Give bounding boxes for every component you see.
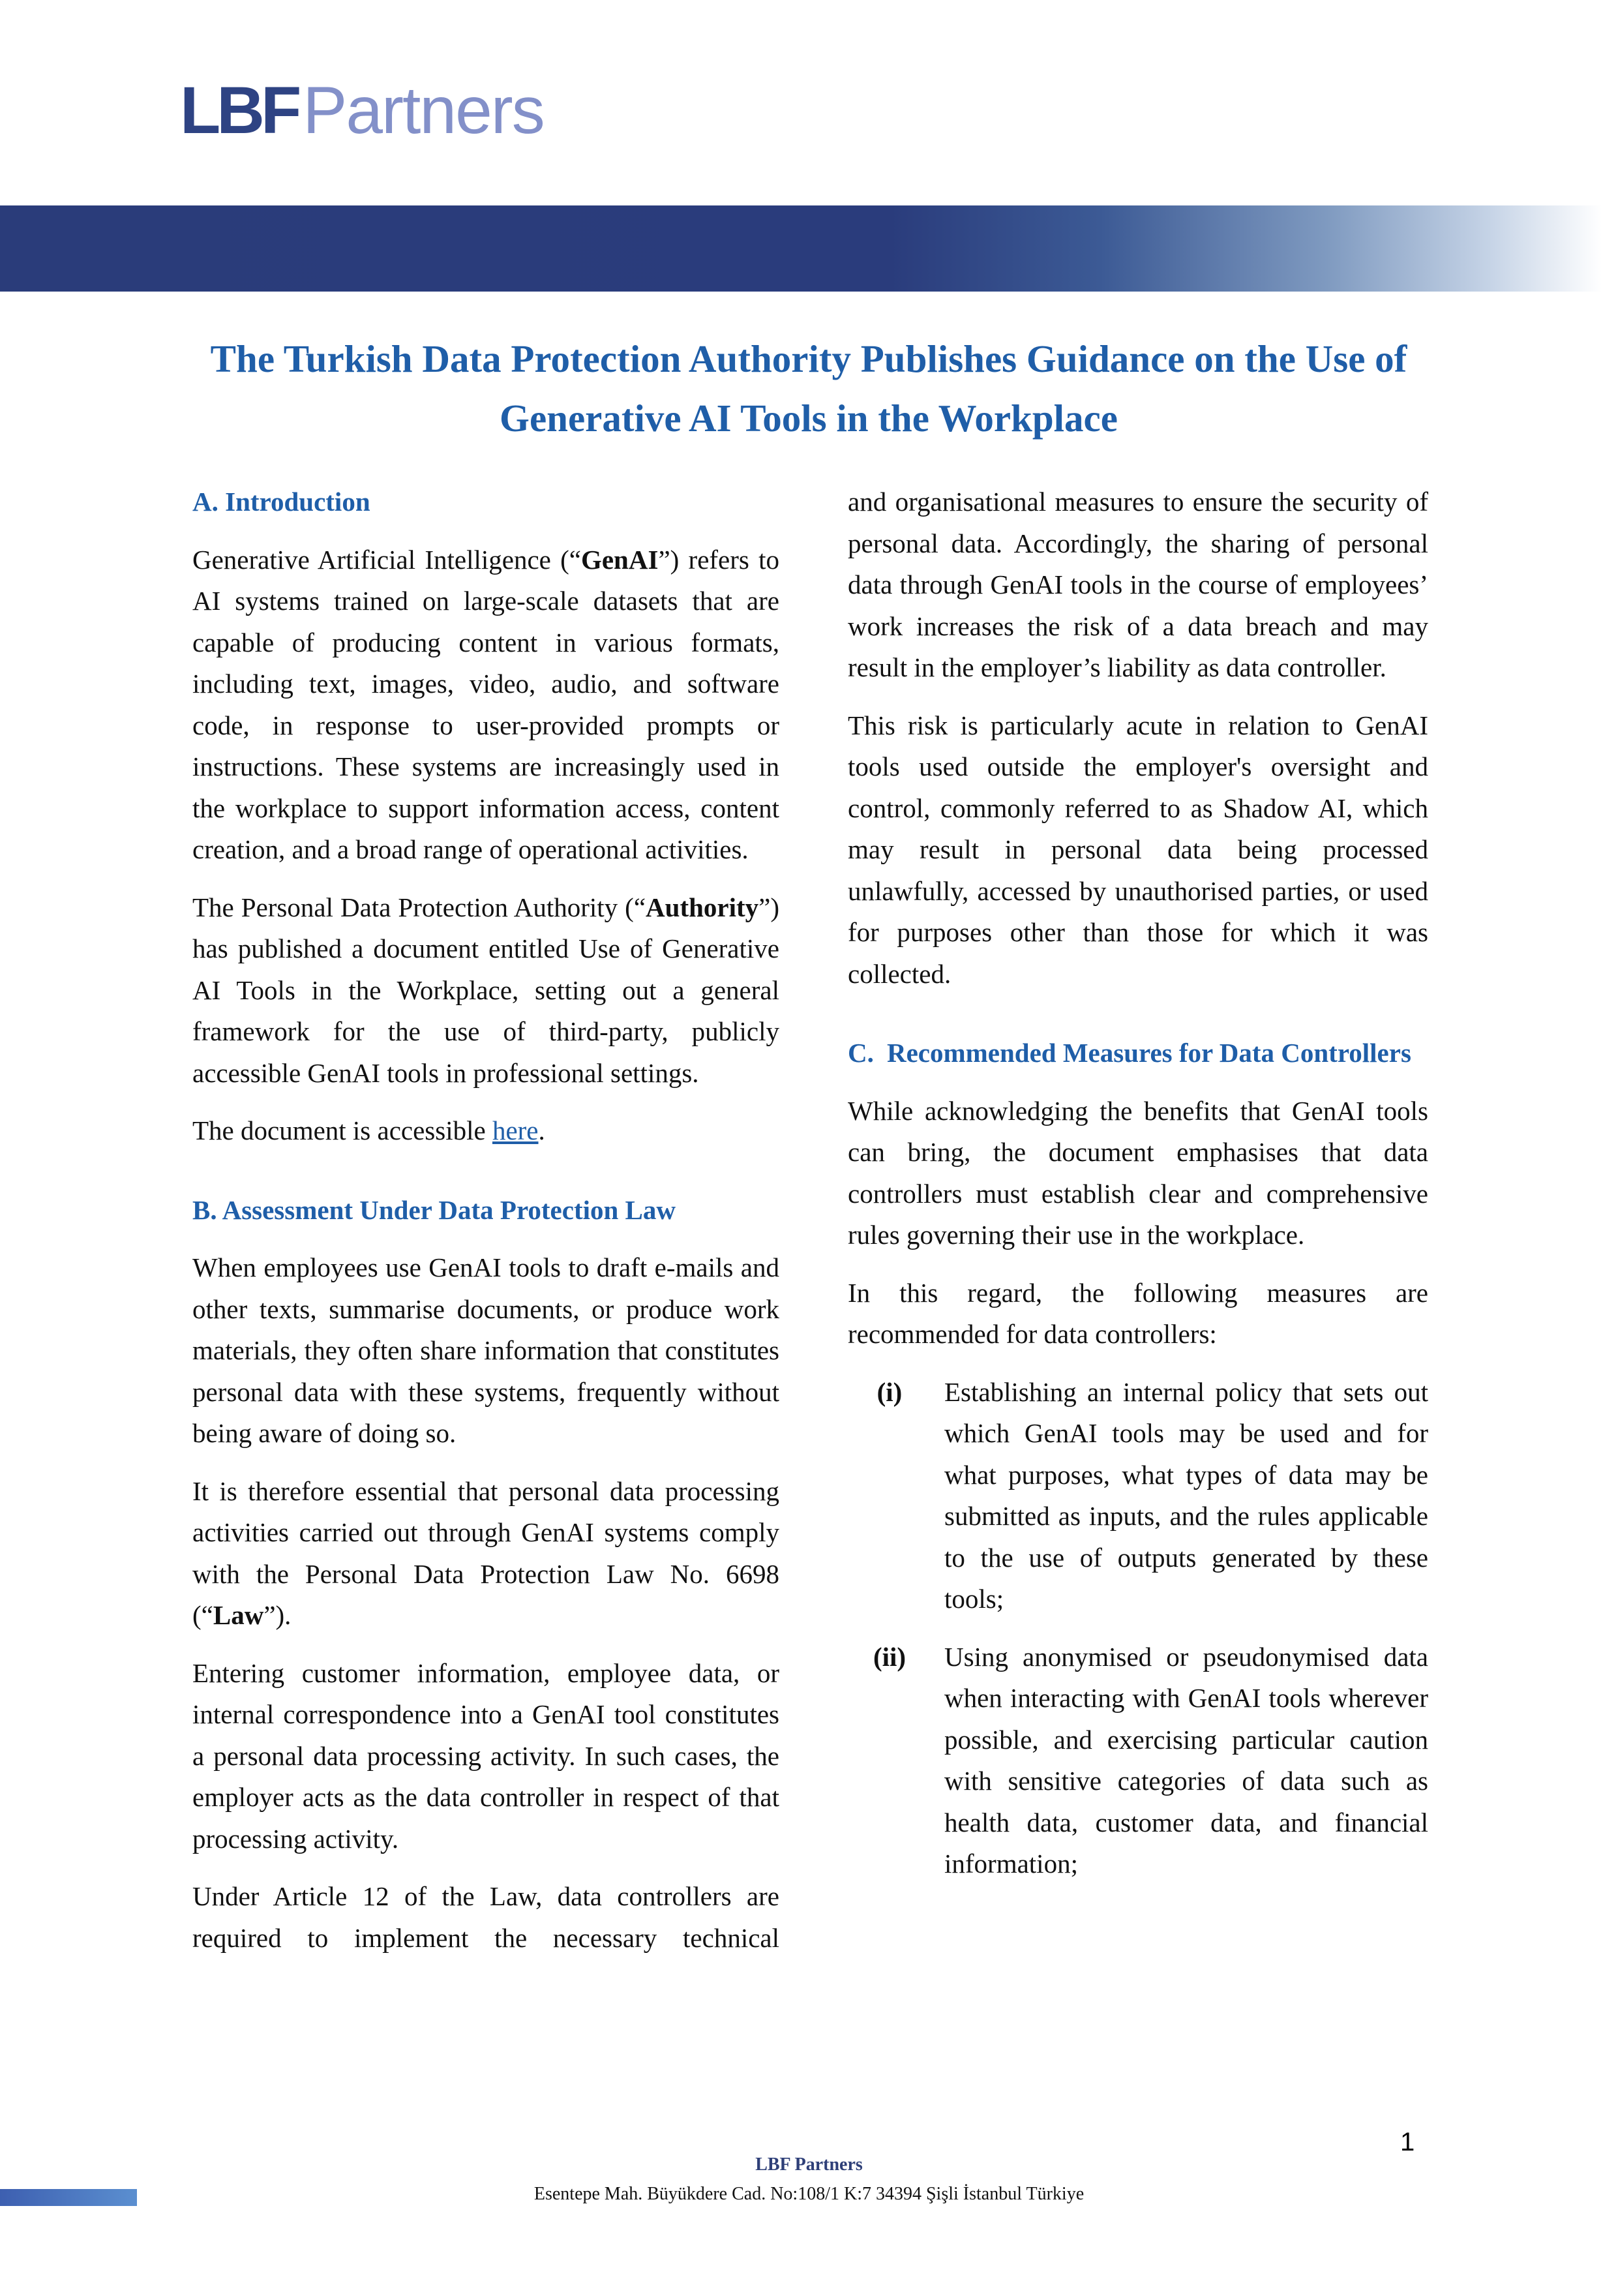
item-text: Using anonymised or pseudonymised data when interacting with GenAI tools wherever possible, and exercising particular caution with sensitive categories of data such as health data, customer data, and financial information; [944, 1641, 1428, 1879]
intro-paragraph-2 [192, 887, 779, 1095]
text: ”) refers to AI systems trained on large-scale datasets that are capable of producing content in various formats, including text, images, video, audio, and software code, in response to user-provided prompts or instructions. These systems are increasingly used in the workplace to support information access, content creation, and a broad range of operational activities. [192, 544, 779, 864]
logo-partners: Partners [303, 73, 544, 147]
measures-paragraph-1: While acknowledging the benefits that GenAI tools can bring, the document emphasises that data controllers must establish clear and comprehensive rules governing their use in the workplace. [848, 1095, 1428, 1250]
assessment-paragraph-3: Entering customer information, employee data, or internal correspondence into a GenAI tool constitutes a personal data processing activity. In such cases, the employer acts as the data controller in respect of that processing activity. [192, 1657, 779, 1854]
defined-term-law: Law [213, 1600, 264, 1630]
left-column [192, 481, 779, 1975]
measure-item [848, 1637, 1428, 1885]
assessment-paragraph-4: Under Article 12 of the Law, data controllers are required to implement the necessary technical [192, 1881, 779, 1953]
item-text: Establishing an internal policy that sets out which GenAI tools may be used and for what purposes, what types of data may be submitted as inputs, and the rules applicable to the use of outputs generated by these tools; [944, 1376, 1428, 1614]
section-a-heading: A. Introduction [192, 487, 370, 517]
intro-paragraph-1 [192, 539, 779, 871]
footer-address: Esentepe Mah. Büyükdere Cad. No:108/1 K:7 34394 Şişli İstanbul Türkiye [533, 2184, 1085, 2204]
intro-paragraph-3 [192, 1110, 779, 1152]
page-number: 1 [1400, 2128, 1415, 2156]
item-marker: (i) [876, 1376, 903, 1407]
section-b-heading: B. Assessment Under Data Protection Law [192, 1194, 676, 1225]
section-c-heading [848, 1033, 1428, 1074]
measure-item [848, 1372, 1428, 1620]
measures-paragraph-2: In this regard, the following measures are recommended for data controllers: [848, 1277, 1428, 1349]
right-column [848, 481, 1428, 1901]
logo-lbf: LBF [180, 73, 298, 147]
section-c-number: C. [848, 1038, 874, 1068]
text: . [538, 1115, 545, 1145]
text: ”) has published a document entitled Use of Generative AI Tools in the Workplace, setting out a general framework for the use of third-party, publicly accessible GenAI tools in professional settings. [192, 892, 779, 1088]
text: ”). [263, 1600, 292, 1630]
text: Generative Artificial Intelligence (“ [192, 544, 581, 575]
defined-term-genai: GenAI [580, 544, 659, 575]
assessment-paragraph-4-continued: and organisational measures to ensure the security of personal data. Accordingly, the sharing of personal data through GenAI tools in the course of employees’ work increases the risk of a data breach and may result in the employer’s liability as data controller. [848, 487, 1428, 682]
document-title: The Turkish Data Protection Authority Publishes Guidance on the Use of Generative AI Tools in the Workplace [210, 337, 1407, 440]
header-gradient-band [0, 205, 1618, 292]
footer-brand: LBF Partners [755, 2154, 863, 2175]
item-marker: (ii) [873, 1641, 906, 1672]
assessment-paragraph-2 [192, 1471, 779, 1637]
section-c-title: Recommended Measures for Data Controllers [887, 1038, 1411, 1068]
lbf-partners-logo [180, 73, 544, 147]
text: The Personal Data Protection Authority (“ [192, 892, 646, 922]
assessment-paragraph-5: This risk is particularly acute in relation to GenAI tools used outside the employer's oversight and control, commonly referred to as Shadow AI, which may result in personal data being processed unlawfully, accessed by unauthorised parties, or used for purposes other than those for which it was collected. [848, 710, 1428, 989]
defined-term-authority: Authority [646, 892, 759, 922]
text: The document is accessible [192, 1115, 492, 1145]
document-link[interactable]: here [492, 1115, 539, 1145]
assessment-paragraph-1: When employees use GenAI tools to draft e-mails and other texts, summarise documents, or produce work materials, they often share information that constitutes personal data with these systems, frequently without being aware of doing so. [192, 1252, 779, 1448]
text: It is therefore essential that personal data processing activities carried out through GenAI systems comply with the Personal Data Protection Law No. 6698 (“ [192, 1475, 779, 1630]
